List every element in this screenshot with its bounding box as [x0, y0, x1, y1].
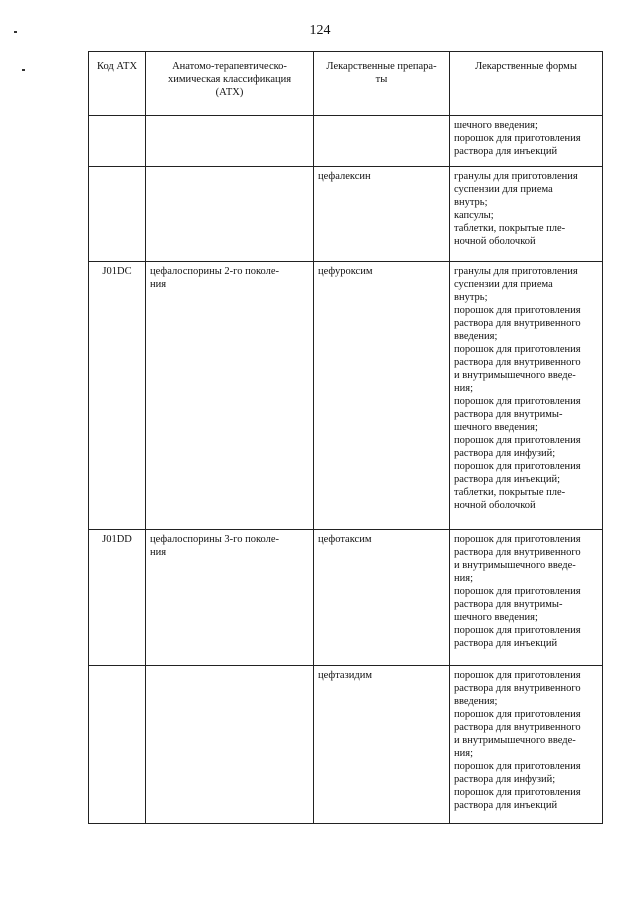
cell-text-line: и внутримышечного введе- [454, 560, 576, 571]
cell-text-line: порошок для приготовления [454, 133, 581, 144]
cell-text-line: Анатомо-терапевтическо- [172, 61, 287, 72]
cell-text-line: Лекарственные формы [475, 61, 577, 72]
cell-text-line: внутрь; [454, 197, 488, 208]
cell-text-line: порошок для приготовления [454, 586, 581, 597]
atc-code-cell [89, 666, 146, 824]
cell-text-line: раствора для инфузий; [454, 774, 556, 785]
atc-code-cell [89, 530, 146, 666]
atc-code-cell [89, 262, 146, 530]
cell-text-line: раствора для внутривенного [454, 547, 581, 558]
cell-text-line: порошок для приготовления [454, 344, 581, 355]
cell-text-line: раствора для внутривенного [454, 318, 581, 329]
cell-text-line: шечного введения; [454, 422, 538, 433]
table-row [89, 666, 603, 824]
drug-cell [314, 666, 450, 824]
atc-code-cell [89, 116, 146, 167]
cell-text-line: введения; [454, 331, 498, 342]
dosage-forms-cell [450, 666, 603, 824]
header-drugs [314, 52, 450, 116]
drug-cell [314, 262, 450, 530]
classification-cell [146, 666, 314, 824]
cell-text-line: цефалоспорины 3-го поколе- [150, 534, 280, 545]
dosage-forms-cell [450, 167, 603, 262]
cell-text-line: порошок для приготовления [454, 396, 581, 407]
cell-text-line: раствора для внутривенного [454, 357, 581, 368]
cell-text-line: раствора для внутримы- [454, 409, 563, 420]
drug-classification-table [88, 51, 603, 824]
cell-text-line: ты [375, 74, 388, 85]
cell-text-line: порошок для приготовления [454, 534, 581, 545]
cell-text-line: цефтазидим [318, 670, 372, 681]
cell-text-line: цефалоспорины 2-го поколе- [150, 266, 280, 277]
classification-cell [146, 167, 314, 262]
cell-text-line: цефотаксим [318, 534, 372, 545]
cell-text-line: таблетки, покрытые пле- [454, 487, 566, 498]
cell-text-line: порошок для приготовления [454, 625, 581, 636]
cell-text-line: порошок для приготовления [454, 305, 581, 316]
cell-text-line: и внутримышечного введе- [454, 735, 576, 746]
drug-cell [314, 167, 450, 262]
cell-text-line: порошок для приготовления [454, 709, 581, 720]
classification-cell [146, 530, 314, 666]
cell-text-line: J01DD [102, 534, 132, 545]
cell-text-line: шечного введения; [454, 120, 538, 131]
cell-text-line: раствора для инъекций [454, 638, 558, 649]
cell-text-line: J01DC [102, 266, 132, 277]
cell-text-line: раствора для инъекций [454, 146, 558, 157]
drug-cell [314, 530, 450, 666]
cell-text-line: цефалексин [318, 171, 371, 182]
cell-text-line: гранулы для приготовления [454, 171, 578, 182]
cell-text-line: шечного введения; [454, 612, 538, 623]
table-row [89, 116, 603, 167]
drug-cell [314, 116, 450, 167]
cell-text-line: ночной оболочкой [454, 500, 536, 511]
table-row [89, 262, 603, 530]
cell-text-line: порошок для приготовления [454, 761, 581, 772]
page-number: 124 [309, 23, 331, 38]
header-dosage-forms [450, 52, 603, 116]
cell-text-line: раствора для внутримы- [454, 599, 563, 610]
cell-text-line: порошок для приготовления [454, 461, 581, 472]
cell-text-line: порошок для приготовления [454, 787, 581, 798]
cell-text-line: раствора для внутривенного [454, 722, 581, 733]
scan-mark [22, 69, 25, 71]
cell-text-line: ния; [454, 748, 473, 759]
classification-cell [146, 116, 314, 167]
atc-code-cell [89, 167, 146, 262]
cell-text-line: Код АТХ [96, 61, 138, 72]
scan-mark [14, 31, 17, 33]
cell-text-line: раствора для инъекций; [454, 474, 561, 485]
cell-text-line: гранулы для приготовления [454, 266, 578, 277]
cell-text-line: раствора для внутривенного [454, 683, 581, 694]
cell-text-line: ния [150, 547, 167, 558]
header-atc-code [89, 52, 146, 116]
cell-text-line: таблетки, покрытые пле- [454, 223, 566, 234]
cell-text-line: капсулы; [454, 210, 494, 221]
cell-text-line: ночной оболочкой [454, 236, 536, 247]
table-header-row [89, 52, 603, 116]
cell-text-line: (АТХ) [215, 87, 244, 98]
cell-text-line: ния; [454, 383, 473, 394]
cell-text-line: суспензии для приема [454, 279, 553, 290]
cell-text-line: порошок для приготовления [454, 670, 581, 681]
cell-text-line: и внутримышечного введе- [454, 370, 576, 381]
cell-text-line: порошок для приготовления [454, 435, 581, 446]
dosage-forms-cell [450, 262, 603, 530]
table-row [89, 167, 603, 262]
table-row [89, 530, 603, 666]
cell-text-line: химическая классификация [167, 74, 292, 85]
cell-text-line: суспензии для приема [454, 184, 553, 195]
cell-text-line: ния; [454, 573, 473, 584]
classification-cell [146, 262, 314, 530]
cell-text-line: Лекарственные препара- [326, 61, 437, 72]
dosage-forms-cell [450, 116, 603, 167]
cell-text-line: раствора для инфузий; [454, 448, 556, 459]
cell-text-line: внутрь; [454, 292, 488, 303]
dosage-forms-cell [450, 530, 603, 666]
cell-text-line: введения; [454, 696, 498, 707]
header-atc-classification [146, 52, 314, 116]
cell-text-line: цефуроксим [318, 266, 373, 277]
cell-text-line: раствора для инъекций [454, 800, 558, 811]
cell-text-line: ния [150, 279, 167, 290]
